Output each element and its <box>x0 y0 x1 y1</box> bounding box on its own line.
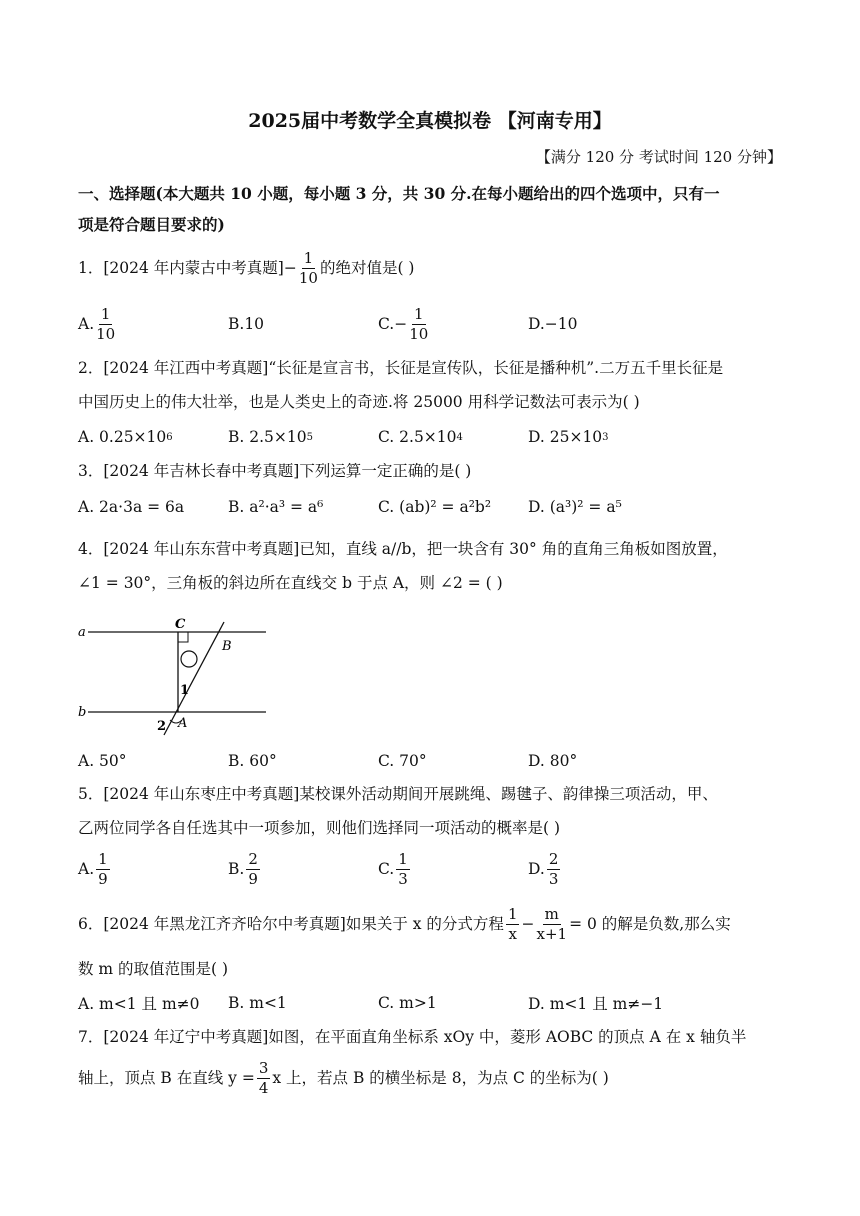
label-angle-1: 1 <box>180 683 190 698</box>
q1-suffix: 的绝对值是( ) <box>319 259 415 277</box>
q3-option-b[interactable]: B. a²·a³ = a⁶ <box>228 498 324 516</box>
q6-fraction-1: $\frac{1}{x}$ <box>507 904 518 943</box>
q1-option-a[interactable]: A. $\frac{1}{10}$ <box>78 304 116 343</box>
q6-option-c[interactable]: C. m>1 <box>378 994 437 1012</box>
q7-line2-prefix: 轴上，顶点 B 在直线 y = <box>78 1069 255 1087</box>
q1-option-b[interactable]: B.10 <box>228 315 265 333</box>
q4-option-d[interactable]: D. 80° <box>528 752 578 770</box>
q2-option-b[interactable]: B. 2.5×10 5 <box>228 428 313 446</box>
q1-fraction: $\frac{1}{10}$ <box>298 248 318 287</box>
label-a: a <box>78 625 86 640</box>
q2-line1: 2．[2024 年江西中考真题]“长征是宣言书，长征是宣传队，长征是播种机”.二万五千里长征是 <box>78 359 724 377</box>
q2-option-a[interactable]: A. 0.25×10 6 <box>78 428 173 446</box>
q6-options <box>78 992 798 1014</box>
q3-line: 3．[2024 年吉林长春中考真题]下列运算一定正确的是( ) <box>78 462 472 480</box>
label-b-point: B <box>222 639 232 654</box>
q1-options <box>78 304 798 344</box>
q3-option-a[interactable]: A. 2a·3a = 6a <box>78 498 185 516</box>
q4-triangle-figure <box>78 612 278 740</box>
q2-option-c[interactable]: C. 2.5×10 4 <box>378 428 463 446</box>
q1-option-c[interactable]: C. − $\frac{1}{10}$ <box>378 304 429 343</box>
q2-line2: 中国历史上的伟大壮举，也是人类史上的奇迹.将 25000 用科学记数法可表示为( ) <box>78 393 640 411</box>
label-angle-2: 2 <box>157 719 167 734</box>
q6-minus: − <box>521 915 535 933</box>
q7-fraction: $\frac{3}{4}$ <box>258 1058 269 1097</box>
q6-fraction-2: $\frac{m}{x+1}$ <box>536 904 568 943</box>
q5-option-b[interactable]: B. $\frac{2}{9}$ <box>228 849 258 888</box>
page-title: 2025届中考数学全真模拟卷 【河南专用】 <box>248 110 612 132</box>
q6-option-b[interactable]: B. m<1 <box>228 994 287 1012</box>
q5-option-a[interactable]: A. $\frac{1}{9}$ <box>78 849 108 888</box>
q6-prefix: 6．[2024 年黑龙江齐齐哈尔中考真题]如果关于 x 的分式方程 <box>78 915 504 933</box>
q6-option-a[interactable]: A. m<1 且 m≠0 <box>78 995 200 1013</box>
q4-option-a[interactable]: A. 50° <box>78 752 127 770</box>
q7-line2-suffix: x 上，若点 B 的横坐标是 8，为点 C 的坐标为( ) <box>272 1069 609 1087</box>
question-6 <box>78 904 731 944</box>
q5-option-c[interactable]: C. $\frac{1}{3}$ <box>378 849 408 888</box>
section-heading-line2: 项是符合题目要求的) <box>78 215 225 234</box>
q6-suffix: = 0 的解是负数,那么实 <box>569 915 731 933</box>
q4-line2: ∠1 = 30°，三角板的斜边所在直线交 b 于点 A，则 ∠2 = ( ) <box>78 574 503 592</box>
q1-prefix: 1．[2024 年内蒙古中考真题] <box>78 259 284 277</box>
q3-options <box>78 496 798 518</box>
triangle-hole <box>181 651 197 667</box>
q7-line1: 7．[2024 年辽宁中考真题]如图，在平面直角坐标系 xOy 中，菱形 AOBC 的顶点 A 在 x 轴负半 <box>78 1028 747 1046</box>
q5-option-d[interactable]: D. $\frac{2}{3}$ <box>528 849 559 888</box>
q4-line1: 4．[2024 年山东东营中考真题]已知，直线 a//b，把一块含有 30° 角的直角三角板如图放置， <box>78 540 728 558</box>
q5-options <box>78 849 798 889</box>
q4-option-b[interactable]: B. 60° <box>228 752 277 770</box>
q4-options <box>78 750 798 772</box>
q3-option-c[interactable]: C. (ab)² = a²b² <box>378 498 492 516</box>
q2-option-d[interactable]: D. 25×10 3 <box>528 428 609 446</box>
q6-option-d[interactable]: D. m<1 且 m≠−1 <box>528 995 664 1013</box>
question-1 <box>78 250 414 286</box>
q1-option-d[interactable]: D.−10 <box>528 315 578 333</box>
label-a-point: A <box>178 716 188 731</box>
triangle-hypotenuse <box>164 622 224 735</box>
q2-options <box>78 426 798 448</box>
right-angle-mark <box>178 632 188 642</box>
q7-line2 <box>78 1058 609 1098</box>
label-b: b <box>78 705 87 720</box>
q3-option-d[interactable]: D. (a³)² = a⁵ <box>528 498 622 516</box>
q5-line2: 乙两位同学各自任选其中一项参加，则他们选择同一项活动的概率是( ) <box>78 819 561 837</box>
label-c: C <box>175 617 186 632</box>
exam-meta: 【满分 120 分 考试时间 120 分钟】 <box>535 148 782 166</box>
q4-option-c[interactable]: C. 70° <box>378 752 427 770</box>
minus-sign: − <box>283 259 297 277</box>
q6-line2: 数 m 的取值范围是( ) <box>78 960 229 978</box>
q5-line1: 5．[2024 年山东枣庄中考真题]某校课外活动期间开展跳绳、踢毽子、韵律操三项活动，甲、 <box>78 785 718 803</box>
section-heading-line1: 一、选择题(本大题共 10 小题，每小题 3 分，共 30 分.在每小题给出的四个选项中，只有一 <box>78 184 720 203</box>
